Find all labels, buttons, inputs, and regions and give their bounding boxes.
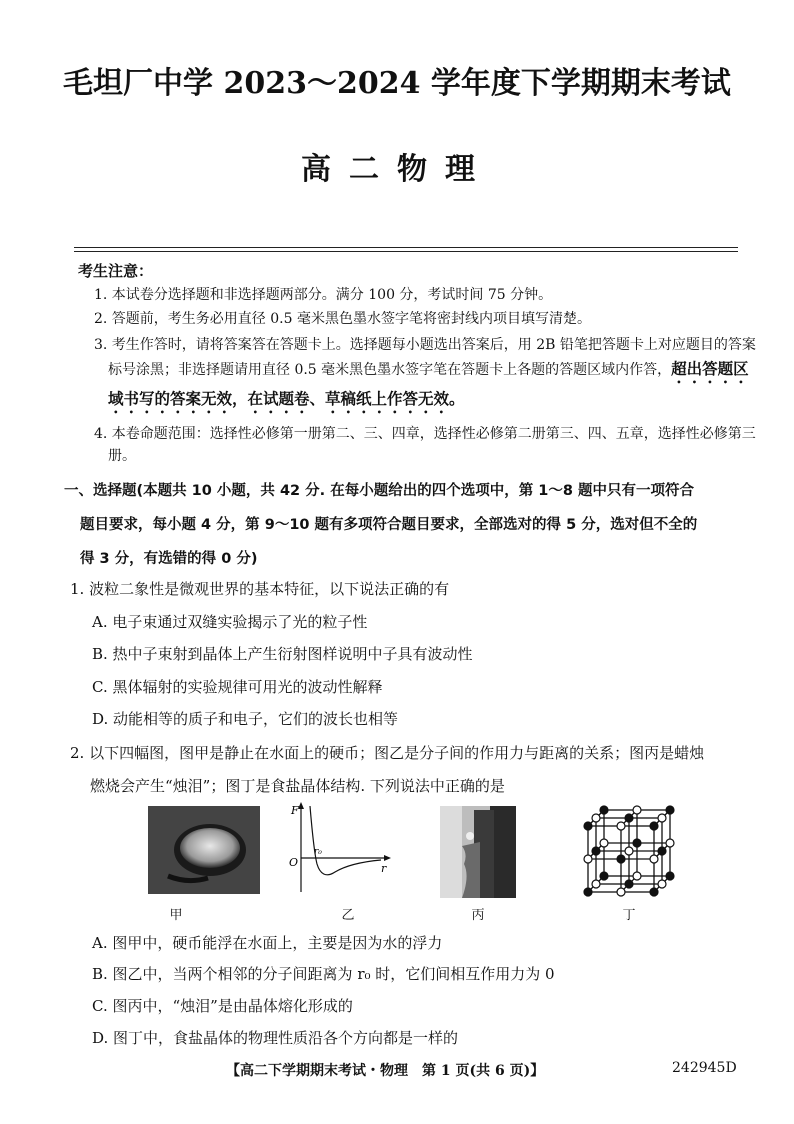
q1-stem: 1. 波粒二象性是微观世界的基本特征，以下说法正确的有 (70, 580, 450, 598)
header-divider-top (74, 247, 738, 248)
section-1-line-1: 一、选择题(本题共 10 小题，共 42 分. 在每小题给出的四个选项中，第 1～8 题中只有一项符合 (64, 483, 695, 499)
graph-y-label: F (291, 804, 299, 817)
graph-x-label: r (381, 862, 387, 875)
q2-option-d: D. 图丁中，食盐晶体的物理性质沿各个方向都是一样的 (92, 1029, 459, 1047)
section-1-line-3: 得 3 分，有选错的得 0 分) (80, 551, 258, 567)
q2-option-c: C. 图丙中，“烛泪”是由晶体熔化形成的 (92, 997, 353, 1015)
notice-item-2: 2. 答题前，考生务必用直径 0.5 毫米黑色墨水签字笔将密封线内项目填写清楚。 (94, 311, 591, 327)
notice-item-3-emphasis: 超出答题区域书写的答案无效，在试题卷、草稿纸上作答无效。 (108, 360, 749, 408)
figure-label-jia: 甲 (169, 908, 183, 923)
notice-heading: 考生注意： (78, 262, 154, 280)
q1-option-b: B. 热中子束射到晶体上产生衍射图样说明中子具有波动性 (92, 645, 473, 663)
page-footer: 【高二下学期期末考试・物理 第 1 页(共 6 页)】 (226, 1063, 545, 1079)
graph-origin-label: O (289, 856, 299, 869)
notice-item-3 (94, 333, 758, 417)
exam-title: 毛坦厂中学 2023～2024 学年度下学期期末考试 (63, 66, 731, 101)
section-1-instructions (64, 474, 754, 576)
paper-code: 242945D (672, 1060, 737, 1076)
q2-stem-line-1: 2. 以下四幅图，图甲是静止在水面上的硬币；图乙是分子间的作用力与距离的关系；图丙是蜡烛 (70, 744, 705, 762)
notice-item-3-text: 3. 考生作答时，请将答案答在答题卡上。选择题每小题选出答案后，用 2B 铅笔把答题卡上对应题目的答案标号涂黑；非选择题请用直径 0.5 毫米黑色墨水签字笔在答题卡上各题的答题区域内作答， (94, 337, 756, 378)
figure-label-bing: 丙 (471, 908, 485, 923)
subject-title: 高二物理 (301, 152, 493, 187)
figure-label-yi: 乙 (341, 908, 355, 923)
figure-label-ding: 丁 (622, 908, 636, 923)
q2-option-b: B. 图乙中，当两个相邻的分子间距离为 r₀ 时，它们间相互作用力为 0 (92, 965, 555, 983)
figure-salt-crystal-lattice (580, 804, 680, 902)
q2-option-a: A. 图甲中，硬币能浮在水面上，主要是因为水的浮力 (92, 934, 443, 952)
header-divider-bottom (74, 251, 738, 252)
notice-item-4: 4. 本卷命题范围：选择性必修第一册第二、三、四章，选择性必修第二册第三、四、五章，选择性必修第三册。 (94, 426, 756, 464)
figure-coin-photo (148, 806, 260, 894)
section-1-line-2: 题目要求，每小题 4 分，第 9～10 题有多项符合题目要求，全部选对的得 5 分，选对但不全的 (80, 517, 698, 533)
q1-option-c: C. 黑体辐射的实验规律可用光的波动性解释 (92, 678, 383, 696)
figure-force-distance-graph (283, 800, 393, 898)
q1-option-d: D. 动能相等的质子和电子，它们的波长也相等 (92, 710, 399, 728)
figure-candle-photo (440, 806, 516, 898)
graph-curve (310, 806, 381, 875)
graph-r0-label: r₀ (314, 847, 322, 857)
notice-item-1: 1. 本试卷分选择题和非选择题两部分。满分 100 分，考试时间 75 分钟。 (94, 287, 553, 303)
q1-option-a: A. 电子束通过双缝实验揭示了光的粒子性 (92, 613, 368, 631)
notice-list (78, 285, 758, 467)
q2-stem-line-2: 燃烧会产生“烛泪”；图丁是食盐晶体结构. 下列说法中正确的是 (90, 777, 505, 795)
